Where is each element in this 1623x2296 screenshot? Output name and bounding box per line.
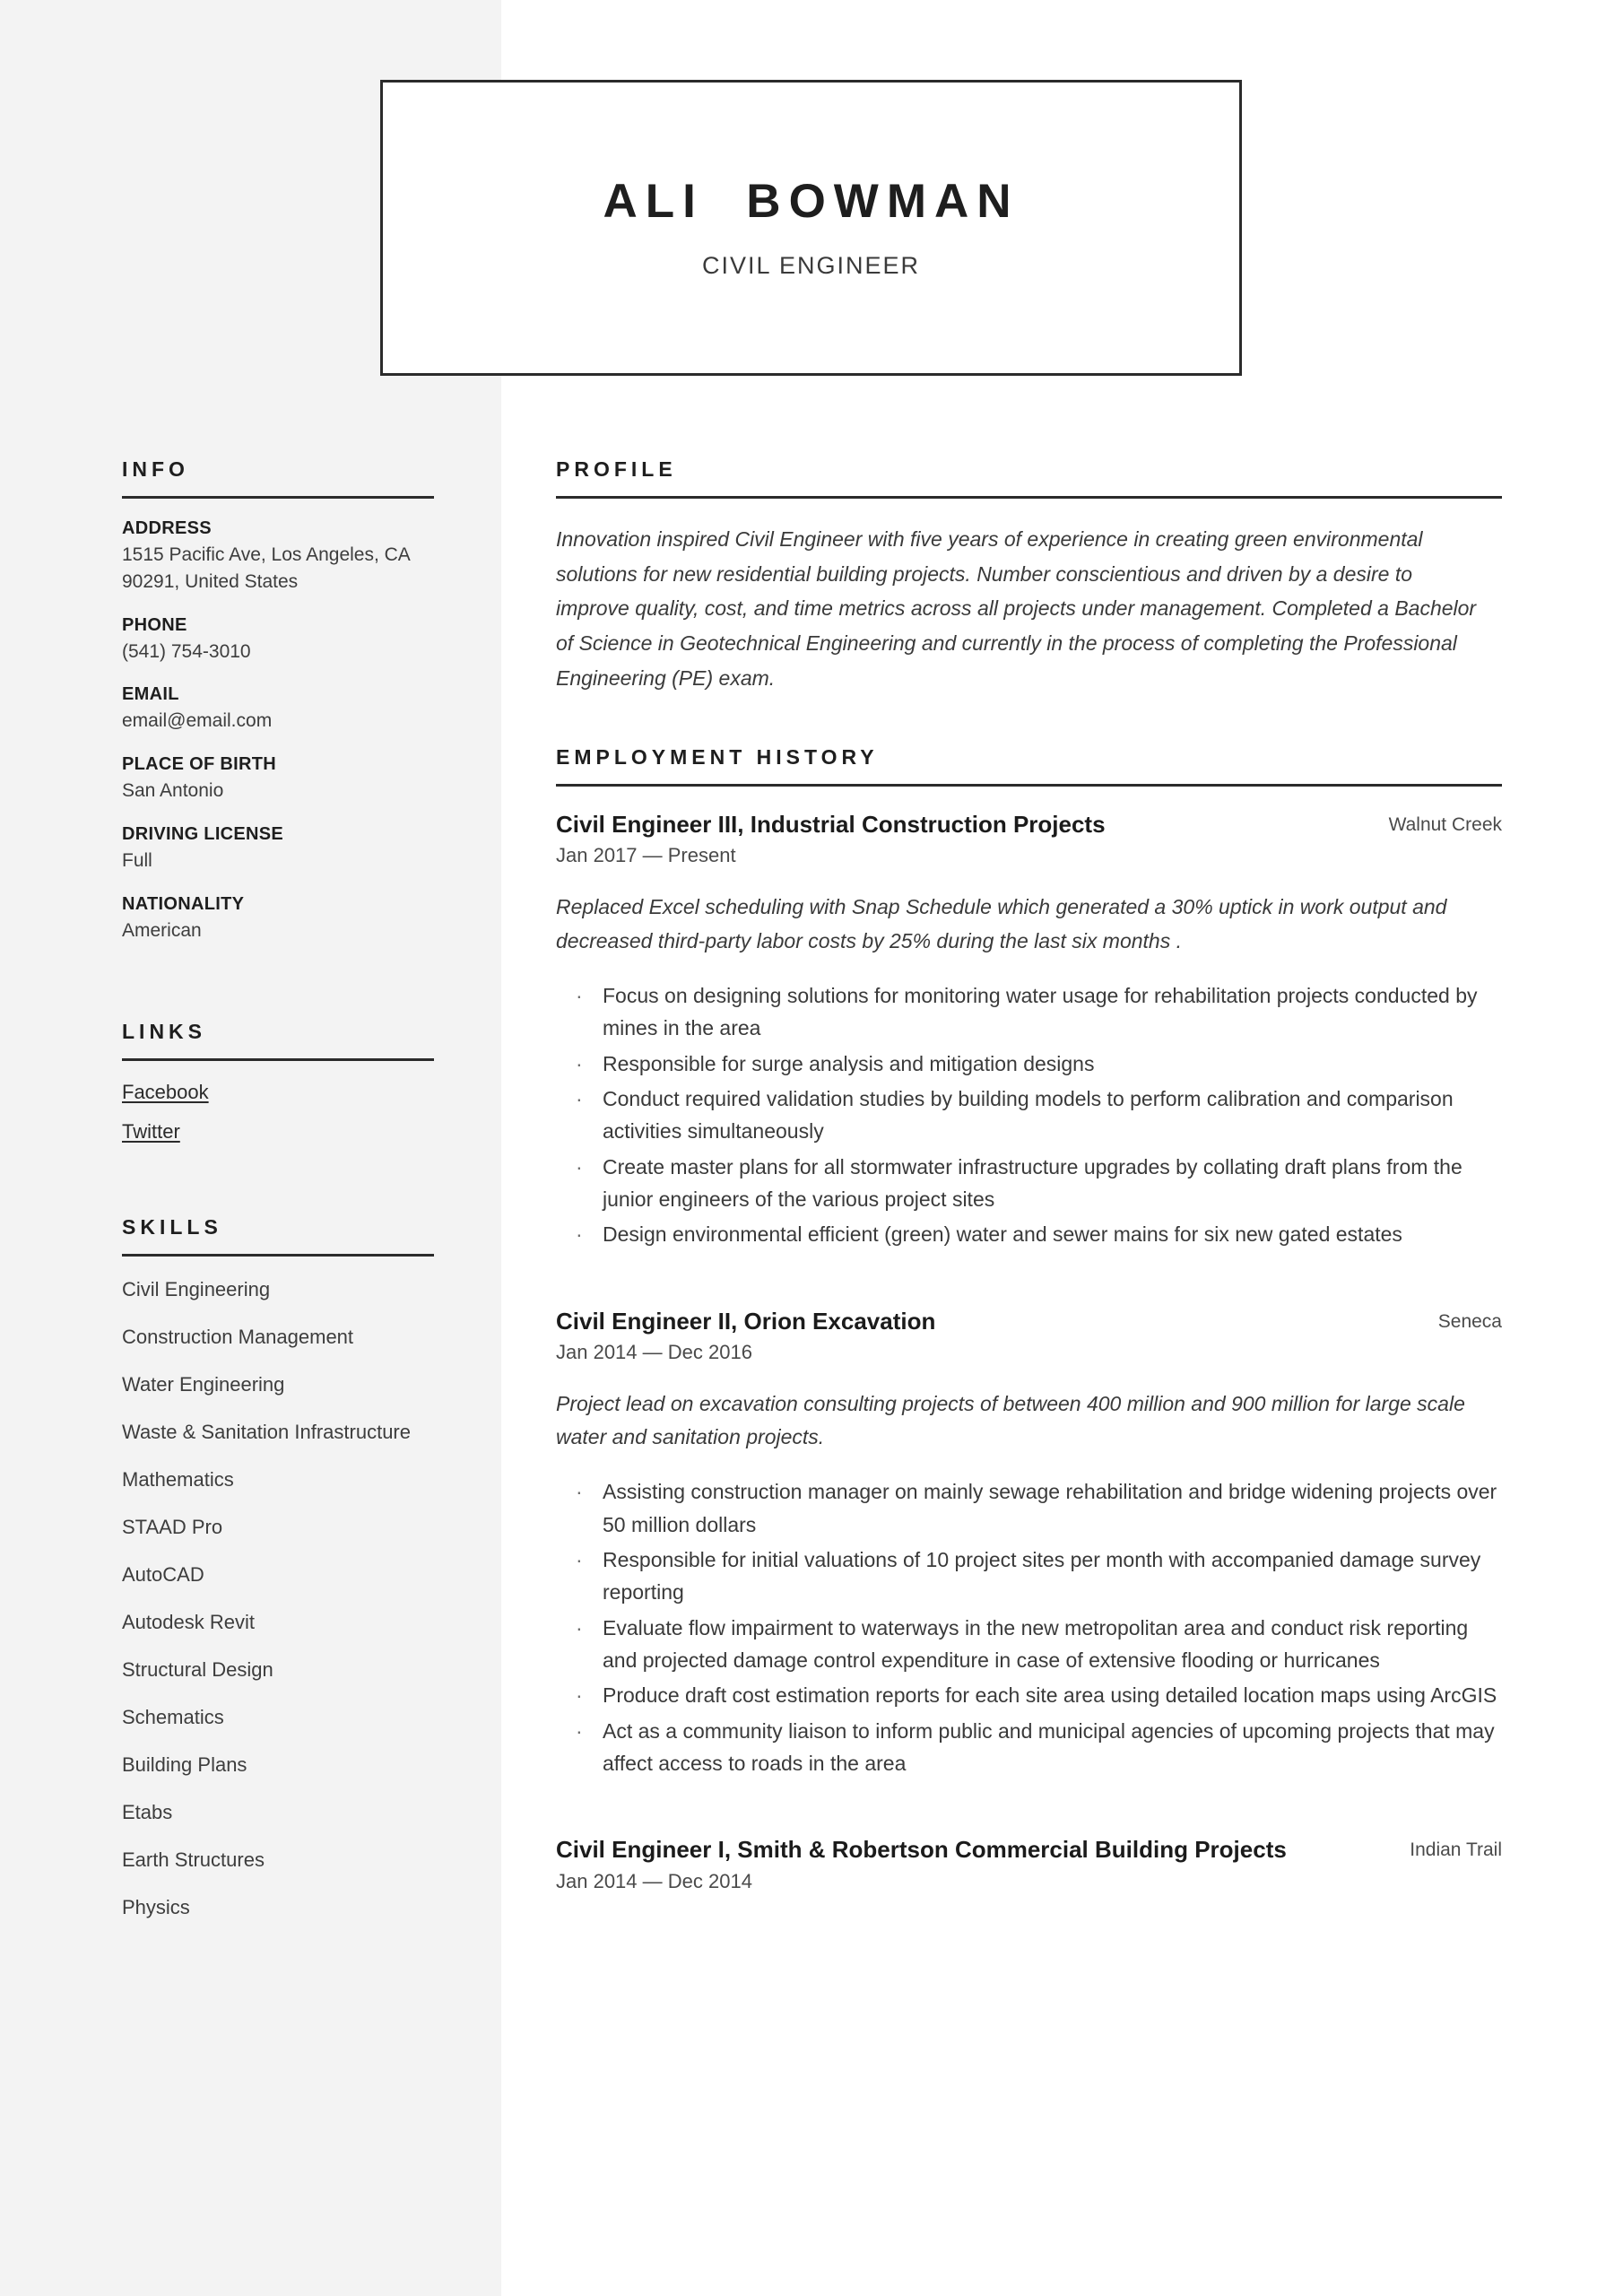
info-value: Full — [122, 850, 152, 872]
job-dates: Jan 2017 — Present — [556, 844, 736, 867]
job-header-row — [556, 810, 1502, 839]
sidebar — [122, 457, 434, 1942]
list-item — [556, 1218, 1502, 1250]
list-item — [556, 1475, 1502, 1541]
list-item: Schematics — [122, 1705, 224, 1728]
job-dates: Jan 2014 — Dec 2014 — [556, 1869, 752, 1892]
info-label: PHONE — [122, 614, 187, 635]
bullet-text: Responsible for surge analysis and mitigation designs — [603, 1051, 1095, 1075]
spacer-employment — [556, 695, 1502, 745]
bullet-text: Evaluate flow impairment to waterways in the new metropolitan area and conduct risk reporting and projected damage control expenditure in case of extensive flooding or hurricanes — [603, 1615, 1469, 1672]
employment-entry-1 — [556, 810, 1502, 1250]
bullet-text: Focus on designing solutions for monitoring water usage for rehabilitation projects conducted by mines in the area — [603, 983, 1478, 1040]
list-item: STAAD Pro — [122, 1515, 223, 1538]
sidebar-rule-skills — [122, 1254, 434, 1257]
main-rule-employment — [556, 784, 1502, 787]
bullet-text: Responsible for initial valuations of 10 project sites per month with accompanied damage survey reporting — [603, 1547, 1481, 1605]
list-item: Building Plans — [122, 1753, 247, 1776]
bullet-icon: · — [576, 983, 583, 1007]
list-item — [556, 1151, 1502, 1216]
list-item: Earth Structures — [122, 1848, 265, 1872]
sidebar-heading-links: LINKS — [122, 1019, 206, 1043]
sidebar-heading-skills: SKILLS — [122, 1214, 222, 1239]
job-title: Civil Engineer II, Orion Excavation — [556, 1307, 936, 1335]
bullet-icon: · — [576, 1222, 583, 1247]
job-bullet-list — [556, 979, 1502, 1251]
job-title: Civil Engineer III, Industrial Construction Projects — [556, 811, 1106, 839]
info-label: DRIVING LICENSE — [122, 824, 284, 845]
sidebar-section-links — [122, 1020, 434, 1144]
list-item: AutoCAD — [122, 1562, 204, 1586]
info-label: NATIONALITY — [122, 893, 245, 914]
spacer-skills — [122, 1160, 434, 1215]
sidebar-rule-links — [122, 1058, 434, 1061]
list-item: Civil Engineering — [122, 1277, 271, 1300]
info-value: 1515 Pacific Ave, Los Angeles, CA 90291, United States — [122, 544, 410, 592]
info-value: San Antonio — [122, 780, 224, 802]
spacer-job-3 — [556, 1796, 1502, 1835]
bullet-icon: · — [576, 1480, 583, 1504]
list-item: Waste & Sanitation Infrastructure — [122, 1420, 411, 1443]
job-location: Walnut Creek — [1388, 814, 1502, 836]
info-item-address — [122, 518, 434, 596]
sidebar-section-info — [122, 457, 434, 944]
employment-entry-2 — [556, 1307, 1502, 1780]
page-title: ALI BOWMAN — [603, 175, 1020, 229]
job-dates: Jan 2014 — Dec 2016 — [556, 1340, 752, 1363]
list-item: Water Engineering — [122, 1372, 285, 1396]
job-bullet-list — [556, 1475, 1502, 1779]
job-header-row — [556, 1307, 1502, 1336]
list-item — [556, 1612, 1502, 1677]
profile-paragraph: Innovation inspired Civil Engineer with five years of experience in creating green environmental solutions for new residential building projects. Number conscientious and driven by a desire to improve quality, cost, and time metrics across all projects under management. Completed a Bachelor of Science in Geotechnical Engineering and currently in the process of completing the Professional Engineering (PE) exam. — [556, 527, 1477, 690]
info-value: email@email.com — [122, 710, 273, 732]
list-item: Etabs — [122, 1801, 173, 1824]
list-item: Physics — [122, 1896, 190, 1919]
main-content — [556, 457, 1502, 1909]
name-header-box — [380, 80, 1242, 376]
job-summary: Replaced Excel scheduling with Snap Schedule which generated a 30% uptick in work output and decreased third-party labor costs by 25% during the last six months . — [556, 895, 1447, 952]
job-location: Indian Trail — [1410, 1839, 1502, 1861]
list-item — [556, 1083, 1502, 1148]
job-title-subtitle: CIVIL ENGINEER — [701, 251, 921, 279]
list-item — [556, 1679, 1502, 1711]
job-title: Civil Engineer I, Smith & Robertson Commercial Building Projects — [556, 1836, 1287, 1864]
link-twitter[interactable]: Twitter — [122, 1119, 180, 1143]
job-location: Seneca — [1437, 1310, 1502, 1332]
bullet-icon: · — [576, 1154, 583, 1178]
links-list — [122, 1081, 434, 1144]
info-label: PLACE OF BIRTH — [122, 754, 276, 775]
list-item: Construction Management — [122, 1325, 354, 1348]
bullet-icon: · — [576, 1547, 583, 1571]
job-header-row — [556, 1835, 1502, 1865]
main-heading-employment: EMPLOYMENT HISTORY — [556, 745, 879, 770]
info-item-place-of-birth — [122, 754, 434, 804]
sidebar-section-skills — [122, 1215, 434, 1920]
list-item — [556, 1048, 1502, 1080]
job-summary: Project lead on excavation consulting projects of between 400 million and 900 million for large scale water and sanitation projects. — [556, 1391, 1465, 1449]
info-value: American — [122, 919, 202, 941]
bullet-icon: · — [576, 1718, 583, 1743]
list-item: Structural Design — [122, 1657, 273, 1681]
sidebar-rule-info — [122, 496, 434, 499]
bullet-icon: · — [576, 1051, 583, 1075]
bullet-text: Design environmental efficient (green) water and sewer mains for six new gated estates — [603, 1222, 1402, 1247]
main-rule-profile — [556, 496, 1502, 499]
bullet-icon: · — [576, 1615, 583, 1639]
info-item-email — [122, 684, 434, 735]
bullet-text: Act as a community liaison to inform public and municipal agencies of upcoming projects that may affect access to roads in the area — [603, 1718, 1495, 1775]
info-value: (541) 754-3010 — [122, 640, 251, 662]
section-employment-history — [556, 745, 1502, 1892]
list-item — [556, 1544, 1502, 1609]
spacer-job-2 — [556, 1267, 1502, 1307]
bullet-icon: · — [576, 1683, 583, 1708]
section-profile — [556, 457, 1502, 695]
employment-entry-3 — [556, 1835, 1502, 1892]
spacer-links — [122, 964, 434, 1020]
info-item-phone — [122, 615, 434, 665]
list-item: Autodesk Revit — [122, 1610, 255, 1633]
bullet-text: Create master plans for all stormwater infrastructure upgrades by collating draft plans from the junior engineers of the various project sites — [603, 1154, 1462, 1211]
list-item — [556, 979, 1502, 1045]
link-facebook[interactable]: Facebook — [122, 1080, 209, 1103]
info-item-driving-license — [122, 824, 434, 874]
info-item-nationality — [122, 894, 434, 944]
sidebar-heading-info: INFO — [122, 457, 189, 481]
info-label: EMAIL — [122, 684, 179, 705]
bullet-text: Conduct required validation studies by building models to perform calibration and comparison activities simultaneously — [603, 1086, 1454, 1144]
skills-list — [122, 1276, 434, 1920]
list-item — [556, 1715, 1502, 1780]
main-heading-profile: PROFILE — [556, 457, 677, 481]
bullet-text: Produce draft cost estimation reports for each site area using detailed location maps using ArcGIS — [603, 1683, 1497, 1708]
bullet-icon: · — [576, 1086, 583, 1110]
info-label: ADDRESS — [122, 518, 212, 538]
bullet-text: Assisting construction manager on mainly sewage rehabilitation and bridge widening projects over 50 million dollars — [603, 1480, 1497, 1536]
list-item: Mathematics — [122, 1467, 234, 1491]
